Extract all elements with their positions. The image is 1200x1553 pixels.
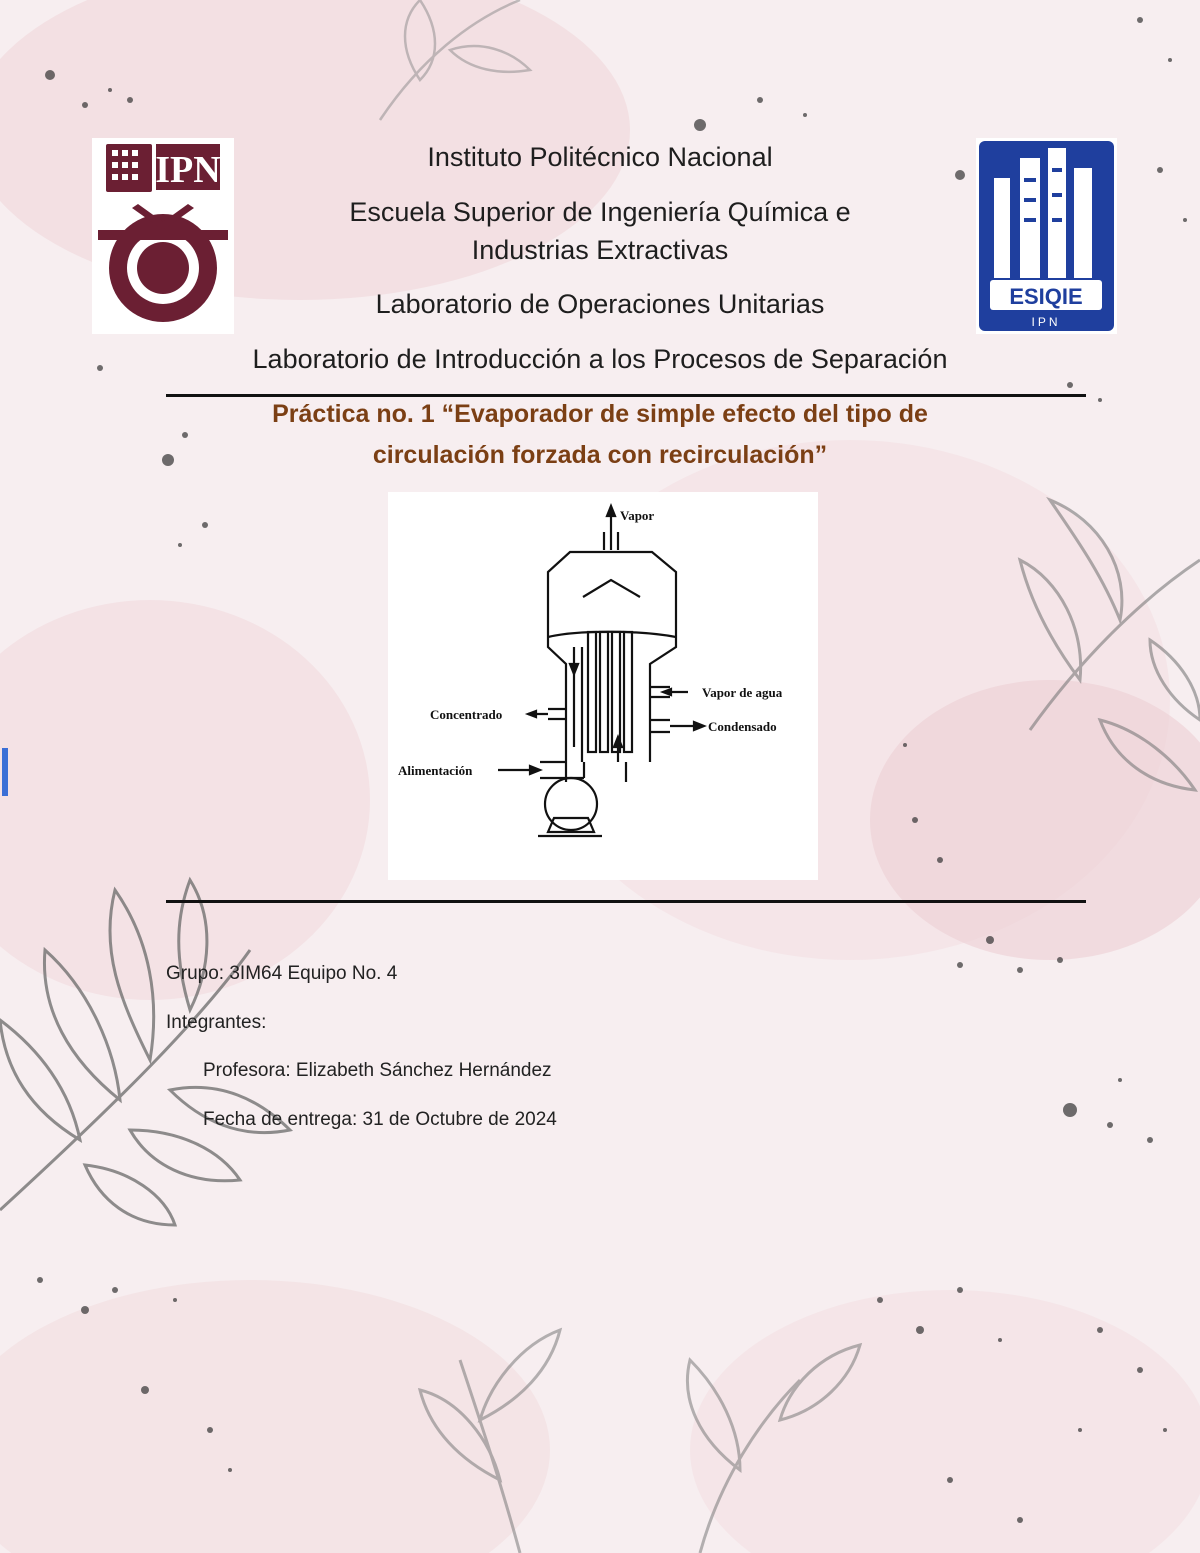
practice-title-line2: circulación forzada con recirculación” bbox=[372, 441, 828, 469]
practice-title-line1: Práctica no. 1 “Evaporador de simple efecto del tipo de bbox=[272, 400, 928, 428]
label-condensado: Condensado bbox=[708, 719, 777, 734]
practice-title bbox=[0, 394, 1200, 476]
svg-text:ESIQIE: ESIQIE bbox=[1009, 284, 1083, 309]
due-date: Fecha de entrega: 31 de Octubre de 2024 bbox=[203, 1109, 557, 1130]
evaporator-schematic bbox=[388, 492, 818, 880]
label-vapor-de-agua: Vapor de agua bbox=[702, 685, 783, 700]
group-info: Grupo: 3IM64 Equipo No. 4 bbox=[166, 963, 398, 984]
svg-text:IPN: IPN bbox=[155, 149, 221, 191]
lab-name: Laboratorio de Operaciones Unitarias bbox=[375, 289, 825, 319]
teacher-info: Profesora: Elizabeth Sánchez Hernández bbox=[203, 1060, 552, 1081]
institution-name: Instituto Politécnico Nacional bbox=[427, 142, 773, 172]
course-name: Laboratorio de Introducción a los Procesos de Separación bbox=[252, 344, 948, 374]
label-alimentacion: Alimentación bbox=[398, 763, 473, 778]
svg-text:IPN: IPN bbox=[1031, 315, 1061, 329]
evaporator-diagram bbox=[388, 492, 818, 880]
bottom-divider bbox=[166, 900, 1086, 903]
members-label: Integrantes: bbox=[166, 1012, 267, 1033]
label-concentrado: Concentrado bbox=[430, 707, 503, 722]
school-name-line1: Escuela Superior de Ingeniería Química e bbox=[349, 197, 851, 227]
school-name-line2: Industrias Extractivas bbox=[471, 235, 729, 265]
label-vapor: Vapor bbox=[620, 508, 655, 523]
